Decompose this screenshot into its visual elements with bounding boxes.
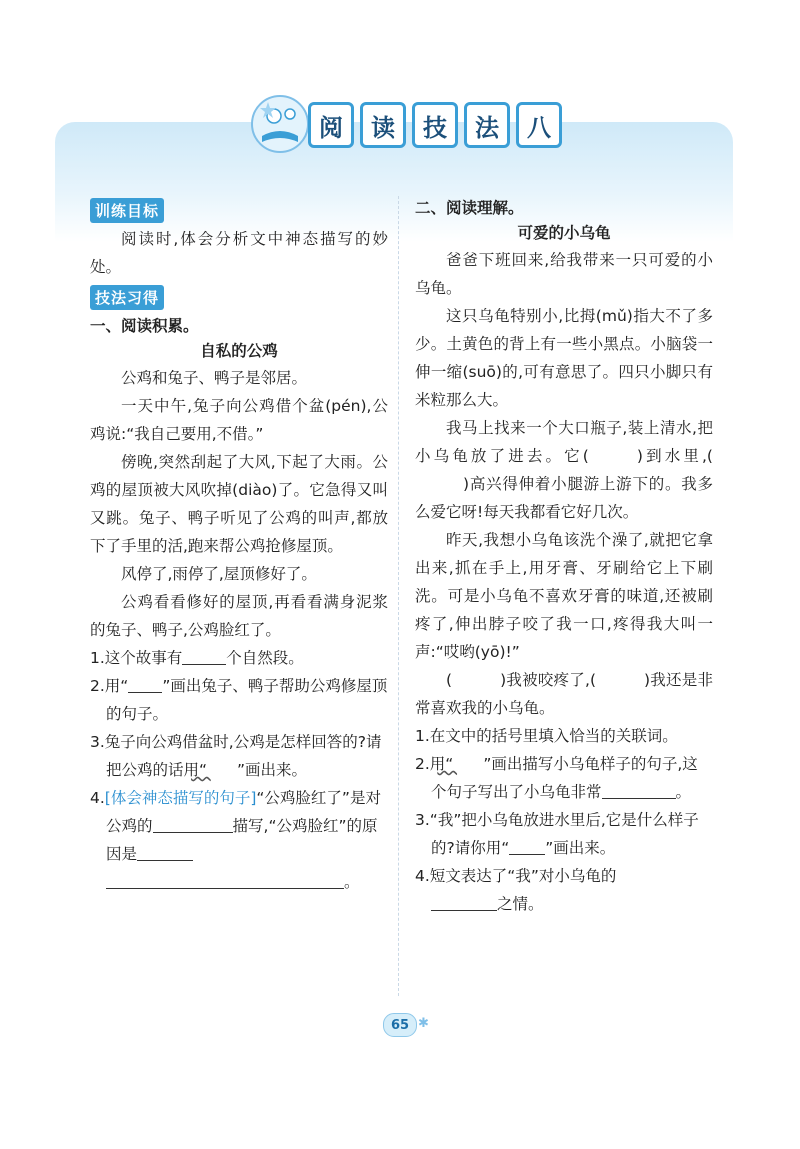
story-paragraph: 傍晚,突然刮起了大风,下起了大雨。公鸡的屋顶被大风吹掉(diào)了。它急得又叫又跳。兔子、鸭子听见了公鸡的叫声,都放下了手里的活,跑来帮公鸡抢修屋顶。 [90, 453, 388, 555]
training-goal-tag: 训练目标 [90, 198, 164, 223]
title-char: 阅 [308, 102, 354, 148]
question-2 [90, 672, 388, 728]
underline-sample [509, 838, 545, 855]
page-title [248, 92, 568, 162]
page-number: 65 [383, 1013, 417, 1037]
question-3 [90, 728, 388, 784]
story-paragraph: 昨天,我想小乌龟该洗个澡了,就把它拿出来,抓在手上,用牙膏、牙刷给它上下刷洗。可是小乌龟不喜欢牙膏的味道,还被刷疼了,伸出脖子咬了我一口,疼得我大叫一声:“哎哟(yō)!” [415, 531, 713, 661]
question-text: ”画出描写小乌龟样子的句子,这个句子写出了小乌龟非常 [431, 755, 698, 801]
story-paragraph: 风停了,雨停了,屋顶修好了。 [121, 565, 317, 583]
answer-blank[interactable] [602, 782, 676, 799]
question-4 [415, 862, 713, 918]
answer-blank[interactable] [431, 894, 497, 911]
question-text: 之情。 [497, 895, 544, 913]
paren: ) [636, 447, 643, 465]
paren: ( [582, 447, 589, 465]
paren: ( [446, 671, 453, 689]
question-number: 4. [90, 789, 105, 807]
story-text: 我被咬疼了, [506, 671, 590, 689]
title-char: 法 [464, 102, 510, 148]
story-paragraph: 一天中午,兔子向公鸡借个盆(pén),公鸡说:“我自己要用,不借。” [90, 397, 388, 443]
answer-blank[interactable] [137, 844, 193, 861]
question-text: “公鸡脸红了”是对公鸡的 [106, 789, 381, 835]
paren: ) [463, 475, 470, 493]
wavy-line-sample [207, 756, 237, 784]
story-text: 到水里, [642, 447, 707, 465]
title-char: 八 [516, 102, 562, 148]
paren: ( [589, 671, 596, 689]
question-3 [415, 806, 713, 862]
question-text: 3.“我”把小乌龟放进水里后,它是什么样子的?请你用“ [415, 811, 699, 857]
story-paragraph [415, 666, 713, 722]
answer-blank[interactable] [182, 648, 226, 665]
title-char: 技 [412, 102, 458, 148]
paren: ) [644, 671, 651, 689]
reading-cartoon-icon [248, 92, 312, 156]
story-title: 可爱的小乌龟 [517, 224, 611, 242]
question-text: 。 [344, 873, 360, 891]
question-text: 3.兔子向公鸡借盆时,公鸡是怎样回答的?请把公鸡的话用“ [90, 733, 382, 779]
answer-blank[interactable] [106, 872, 344, 889]
story-text: 我马上找来一个大口瓶子,装上清水,把小乌龟放了进去。它 [415, 419, 713, 465]
question-text: 2.用“ [415, 755, 454, 773]
question-highlight: [体会神态描写的句子] [104, 789, 257, 807]
section-heading: 二、阅读理解。 [415, 199, 524, 217]
question-1 [90, 644, 388, 672]
column-divider [398, 196, 399, 996]
left-column [90, 196, 388, 896]
story-paragraph [415, 414, 713, 526]
story-text: 高兴得伸着小腿游上游下的。我多么爱它呀!每天我都看它好几次。 [415, 475, 713, 521]
wavy-line-sample [453, 750, 483, 778]
story-paragraph: 爸爸下班回来,给我带来一只可爱的小乌龟。 [415, 251, 713, 297]
underline-sample [128, 676, 162, 693]
paren: ( [706, 447, 713, 465]
question-2 [415, 750, 713, 806]
question-text: 描写,“公鸡脸红”的原因是 [106, 817, 378, 863]
question-text: 2.用“ [90, 677, 129, 695]
question-text: ”画出来。 [545, 839, 616, 857]
story-paragraph: 这只乌龟特别小,比拇(mǔ)指大不了多少。土黄色的背上有一些小黑点。小脑袋一伸一缩(suō)的,可有意思了。四只小脚只有米粒那么大。 [415, 307, 713, 409]
story-paragraph: 公鸡和兔子、鸭子是邻居。 [121, 369, 308, 387]
question-text: 。 [675, 783, 692, 801]
technique-tag: 技法习得 [90, 285, 164, 310]
right-column [415, 196, 713, 918]
question-4 [90, 784, 388, 896]
story-text: 我还是非常喜欢我的小乌龟。 [415, 671, 713, 717]
question-text: 4.短文表达了“我”对小乌龟的 [415, 867, 617, 885]
goal-text: 阅读时,体会分析文中神态描写的妙处。 [90, 230, 388, 276]
story-paragraph: 公鸡看看修好的屋顶,再看看满身泥浆的兔子、鸭子,公鸡脸红了。 [90, 593, 388, 639]
star-icon: ✱ [418, 1016, 429, 1031]
paren: ) [500, 671, 507, 689]
story-title: 自私的公鸡 [200, 342, 278, 360]
answer-blank[interactable] [153, 816, 233, 833]
section-heading: 一、阅读积累。 [90, 317, 199, 335]
question-1: 1.在文中的括号里填入恰当的关联词。 [415, 727, 678, 745]
question-text: ”画出来。 [237, 761, 308, 779]
question-text: ”画出兔子、鸭子帮助公鸡修屋顶的句子。 [106, 677, 388, 723]
question-text: 1.这个故事有 [90, 649, 183, 667]
title-char: 读 [360, 102, 406, 148]
question-text: 个自然段。 [226, 649, 304, 667]
